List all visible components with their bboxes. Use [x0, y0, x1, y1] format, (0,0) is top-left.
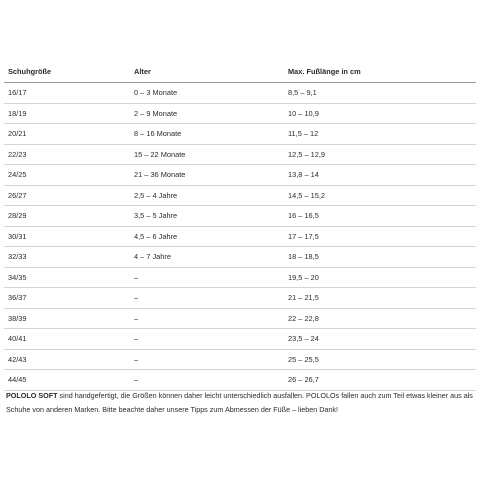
table-row — [4, 165, 476, 186]
age-cell: 4 – 7 Jahre — [134, 252, 171, 262]
max-foot-length-cell: 18 – 18,5 — [288, 252, 319, 262]
age-cell: – — [134, 293, 139, 303]
table-row — [4, 329, 476, 350]
header-age: Alter — [134, 67, 151, 76]
table-row — [4, 370, 476, 391]
note-text: sind handgefertigt, die Größen können daher leicht unterschiedlich ausfallen. POLOLOs fallen auch zum Teil etwas kleiner aus als Schuhe von anderen Marken. Bitte beachte daher unsere Tipps zum Abmessen der Füße – lieben Dank! — [6, 391, 473, 414]
table-row — [4, 104, 476, 125]
age-cell: – — [134, 354, 139, 364]
max-foot-length-cell: 12,5 – 12,9 — [288, 149, 325, 159]
max-foot-length-cell: 13,8 – 14 — [288, 170, 319, 180]
shoe-size-cell: 44/45 — [8, 375, 27, 385]
shoe-size-cell: 38/39 — [8, 313, 27, 323]
table-row — [4, 268, 476, 289]
header-shoe-size: Schuhgröße — [8, 67, 52, 76]
table-row — [4, 227, 476, 248]
max-foot-length-cell: 17 – 17,5 — [288, 231, 319, 241]
shoe-size-cell: 28/29 — [8, 211, 27, 221]
table-header-row — [4, 61, 476, 83]
shoe-size-cell: 16/17 — [8, 88, 27, 98]
max-foot-length-cell: 21 – 21,5 — [288, 293, 319, 303]
max-foot-length-cell: 14,5 – 15,2 — [288, 190, 325, 200]
age-cell: – — [134, 375, 139, 385]
table-row — [4, 145, 476, 166]
max-foot-length-cell: 19,5 – 20 — [288, 272, 319, 282]
max-foot-length-cell: 16 – 16,5 — [288, 211, 319, 221]
max-foot-length-cell: 23,5 – 24 — [288, 334, 319, 344]
table-row — [4, 206, 476, 227]
max-foot-length-cell: 10 – 10,9 — [288, 108, 319, 118]
table-row — [4, 83, 476, 104]
max-foot-length-cell: 22 – 22,8 — [288, 313, 319, 323]
max-foot-length-cell: 25 – 25,5 — [288, 354, 319, 364]
size-table — [4, 61, 476, 391]
max-foot-length-cell: 26 – 26,7 — [288, 375, 319, 385]
age-cell: 8 – 16 Monate — [134, 129, 182, 139]
age-cell: – — [134, 313, 139, 323]
table-row — [4, 186, 476, 207]
shoe-size-cell: 32/33 — [8, 252, 27, 262]
shoe-size-cell: 40/41 — [8, 334, 27, 344]
age-cell: 15 – 22 Monate — [134, 149, 186, 159]
size-note — [6, 389, 476, 417]
age-cell: 2,5 – 4 Jahre — [134, 190, 178, 200]
shoe-size-cell: 36/37 — [8, 293, 27, 303]
table-body — [4, 83, 476, 391]
shoe-size-cell: 20/21 — [8, 129, 27, 139]
header-max-foot-length: Max. Fußlänge in cm — [288, 67, 361, 76]
table-row — [4, 124, 476, 145]
table-row — [4, 247, 476, 268]
shoe-size-cell: 30/31 — [8, 231, 27, 241]
age-cell: 2 – 9 Monate — [134, 108, 178, 118]
max-foot-length-cell: 8,5 – 9,1 — [288, 88, 317, 98]
note-brand: POLOLO SOFT — [6, 391, 58, 400]
shoe-size-cell: 24/25 — [8, 170, 27, 180]
table-row — [4, 288, 476, 309]
shoe-size-cell: 22/23 — [8, 149, 27, 159]
shoe-size-cell: 34/35 — [8, 272, 27, 282]
shoe-size-cell: 26/27 — [8, 190, 27, 200]
table-row — [4, 350, 476, 371]
max-foot-length-cell: 11,5 – 12 — [288, 129, 319, 139]
age-cell: – — [134, 334, 139, 344]
table-row — [4, 309, 476, 330]
shoe-size-cell: 42/43 — [8, 354, 27, 364]
age-cell: 21 – 36 Monate — [134, 170, 186, 180]
age-cell: – — [134, 272, 139, 282]
age-cell: 3,5 – 5 Jahre — [134, 211, 178, 221]
age-cell: 4,5 – 6 Jahre — [134, 231, 178, 241]
age-cell: 0 – 3 Monate — [134, 88, 178, 98]
shoe-size-cell: 18/19 — [8, 108, 27, 118]
